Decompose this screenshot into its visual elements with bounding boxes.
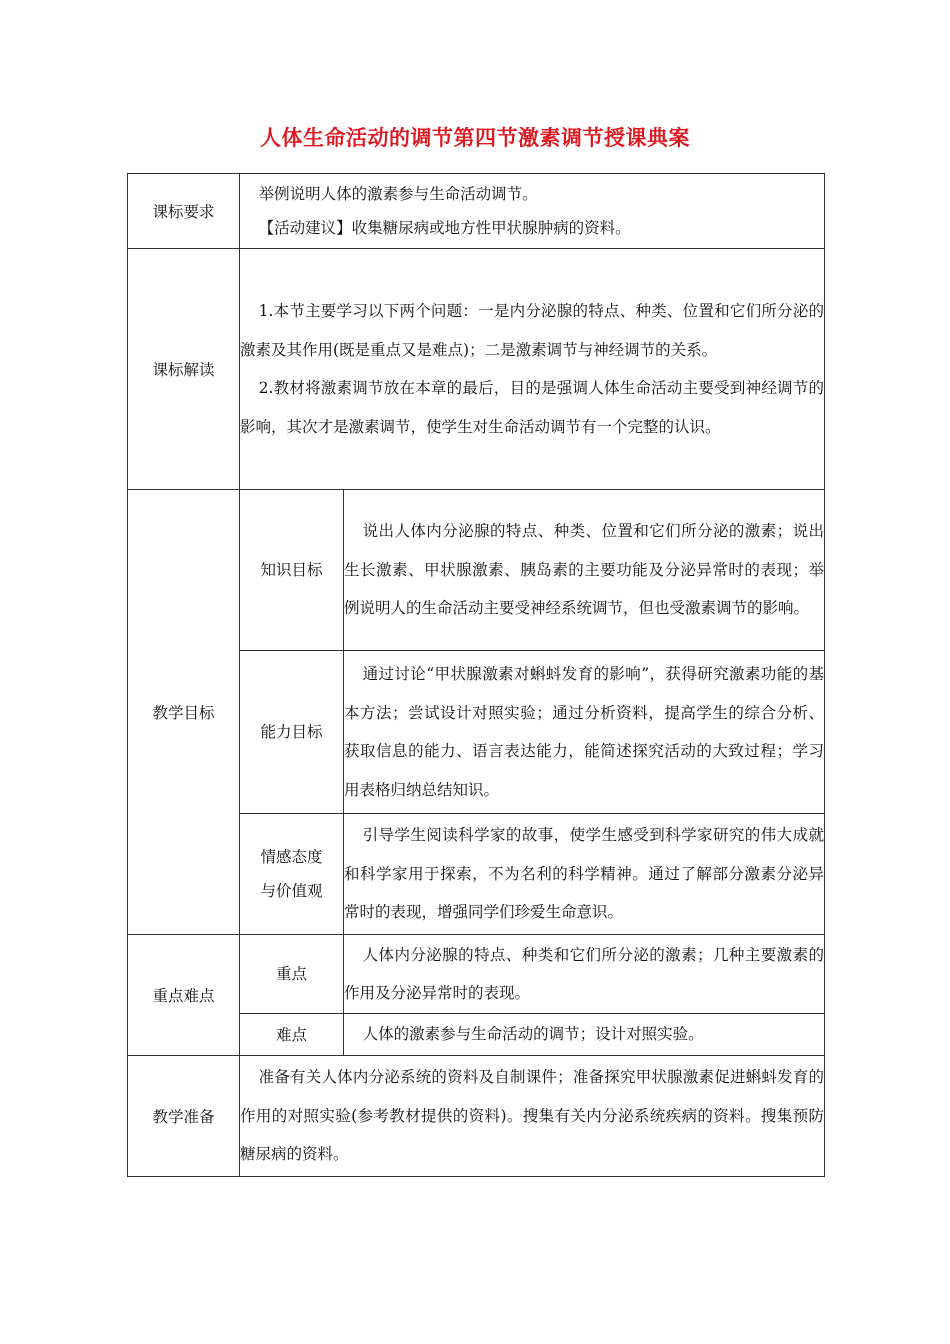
row-label-jiaoxue-mubiao: 教学目标: [128, 490, 240, 935]
sub-label-qinggan-line-2: 与价值观: [260, 882, 323, 900]
kebiao-yaoqiu-line-2: 【活动建议】收集糖尿病或地方性甲状腺肿病的资料。: [258, 219, 631, 237]
sub-label-qinggan-taidu: [240, 814, 344, 935]
row-zhishi-mubiao: [128, 490, 825, 651]
nandian-text: 人体的激素参与生命活动的调节；设计对照实验。: [362, 1025, 704, 1044]
kebiao-yaoqiu-line-1: 举例说明人体的激素参与生命活动调节。: [258, 185, 538, 203]
lesson-plan-table: [127, 173, 825, 1177]
row-kebiao-yaoqiu: [128, 174, 825, 249]
row-jiaoxue-zhunbei: [128, 1056, 825, 1177]
document-title: 人体生命活动的调节第四节激素调节授课典案: [260, 126, 690, 150]
nandian-content: [344, 1014, 825, 1056]
row-label-jiaoxue-zhunbei: 教学准备: [128, 1056, 240, 1177]
sub-label-qinggan-line-1: 情感态度: [260, 848, 323, 866]
sub-label-nengli-mubiao: 能力目标: [240, 651, 344, 814]
row-kebiao-jiedu: [128, 249, 825, 490]
kebiao-jiedu-paragraph-1: 1.本节主要学习以下两个问题：一是内分泌腺的特点、种类、位置和它们所分泌的激素及其作用(既是重点又是难点)；二是激素调节与神经调节的关系。: [240, 302, 825, 359]
jiaoxue-zhunbei-text: 准备有关人体内分泌系统的资料及自制课件；准备探究甲状腺激素促进蝌蚪发育的作用的对照实验(参考教材提供的资料)。搜集有关内分泌系统疾病的资料。搜集预防糖尿病的资料。: [240, 1068, 825, 1164]
row-zhongdian: [128, 935, 825, 1014]
zhongdian-content: [344, 935, 825, 1014]
nengli-mubiao-content: [344, 651, 825, 814]
zhishi-mubiao-text: 说出人体内分泌腺的特点、种类、位置和它们所分泌的激素；说出生长激素、甲状腺激素、胰岛素的主要功能及分泌异常时的表现；举例说明人的生命活动主要受神经系统调节，但也受激素调节的影响。: [344, 522, 825, 618]
qinggan-mubiao-text: 引导学生阅读科学家的故事，使学生感受到科学家研究的伟大成就和科学家用于探索，不为名利的科学精神。通过了解部分激素分泌异常时的表现，增强同学们珍爱生命意识。: [344, 826, 825, 922]
sub-label-nandian: 难点: [240, 1014, 344, 1056]
nengli-mubiao-text: 通过讨论“甲状腺激素对蝌蚪发育的影响”，获得研究激素功能的基本方法；尝试设计对照实验；通过分析资料，提高学生的综合分析、获取信息的能力、语言表达能力，能简述探究活动的大致过程；学习用表格归纳总结知识。: [344, 665, 825, 799]
kebiao-jiedu-paragraph-2: 2.教材将激素调节放在本章的最后，目的是强调人体生命活动主要受到神经调节的影响，其次才是激素调节，使学生对生命活动调节有一个完整的认识。: [240, 379, 825, 436]
kebiao-yaoqiu-content: [240, 174, 825, 249]
jiaoxue-zhunbei-content: [240, 1056, 825, 1177]
row-label-kebiao-yaoqiu: 课标要求: [128, 174, 240, 249]
qinggan-mubiao-content: [344, 814, 825, 935]
row-label-zhongdian-nandian: 重点难点: [128, 935, 240, 1056]
kebiao-jiedu-content: [240, 249, 825, 490]
sub-label-zhongdian: 重点: [240, 935, 344, 1014]
zhongdian-text: 人体内分泌腺的特点、种类和它们所分泌的激素；几种主要激素的作用及分泌异常时的表现。: [344, 945, 825, 1002]
sub-label-zhishi-mubiao: 知识目标: [240, 490, 344, 651]
row-label-kebiao-jiedu: 课标解读: [128, 249, 240, 490]
zhishi-mubiao-content: [344, 490, 825, 651]
